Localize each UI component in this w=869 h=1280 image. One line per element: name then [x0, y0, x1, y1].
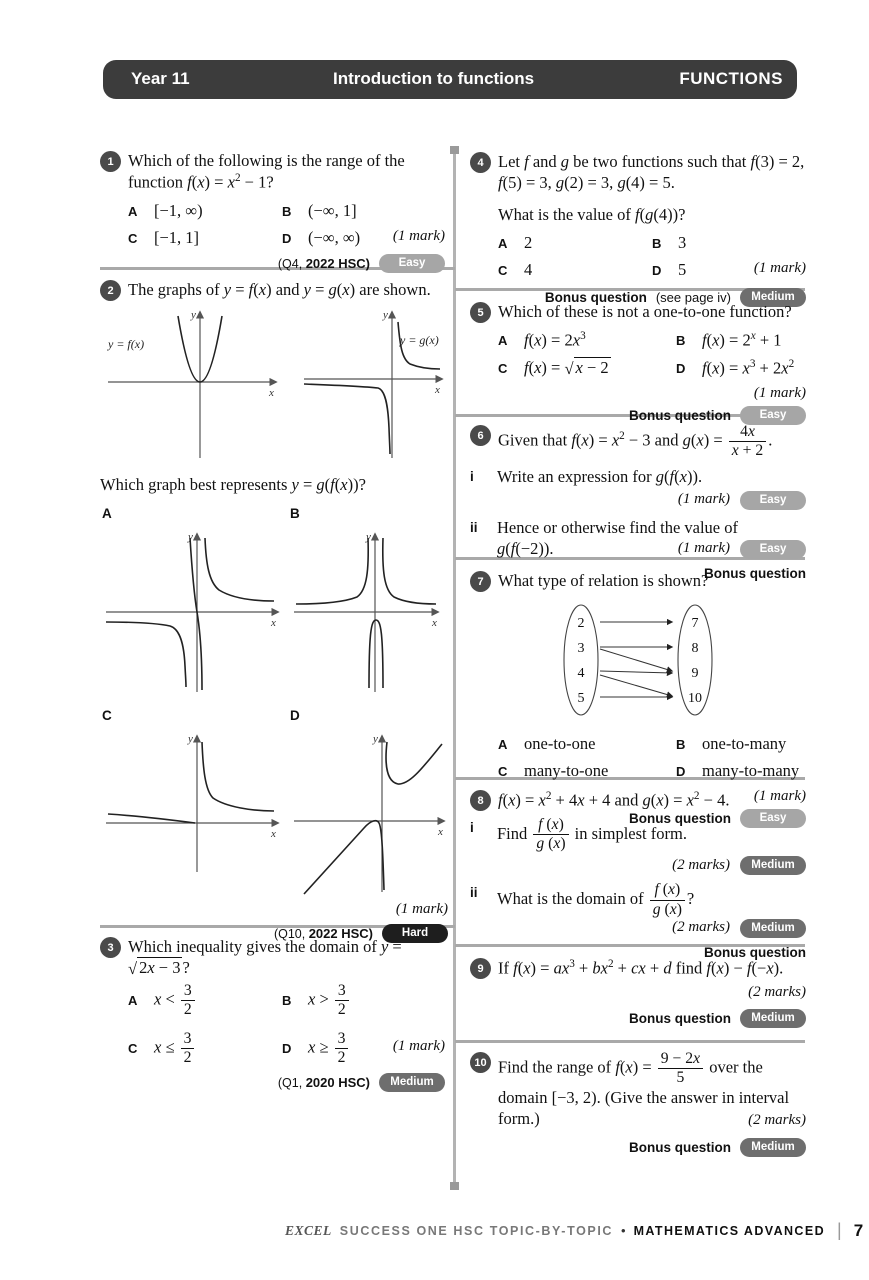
- arrow-4-to-10: [600, 675, 672, 696]
- graph-f: [100, 304, 285, 461]
- part-label: ii: [470, 885, 478, 901]
- options-graphs-row-1: [100, 524, 448, 698]
- option-value: f(x) = √ x − 2: [524, 358, 609, 379]
- question-5: [470, 301, 806, 425]
- difficulty-badge: Medium: [740, 288, 806, 307]
- difficulty-badge: Easy: [740, 809, 806, 828]
- part-label: i: [470, 819, 474, 835]
- source-exam: 2022 HSC): [308, 925, 373, 941]
- option-value: x ≥ $\frac{3}{2}$: [308, 1031, 445, 1067]
- column-divider-rule: [453, 150, 456, 1186]
- option-value: 5: [678, 260, 687, 280]
- option-letter: B: [282, 203, 292, 219]
- curve: [304, 821, 384, 894]
- bonus-label: Bonus question: [629, 1010, 731, 1026]
- option-letter: D: [676, 360, 686, 376]
- bonus-label: Bonus question: [629, 1139, 731, 1155]
- difficulty-badge: Medium: [379, 1073, 445, 1092]
- options-graphs-row-2: [100, 726, 448, 896]
- arrow-4-to-9: [600, 671, 672, 673]
- question-number-badge: 1: [100, 151, 121, 172]
- source-exam: 2022 HSC): [305, 256, 370, 272]
- marks: (2 marks): [672, 856, 730, 873]
- source-question: (Q10,: [273, 926, 306, 941]
- curve: [202, 742, 274, 811]
- domain-value: 3: [577, 641, 585, 657]
- bonus-row: [470, 1009, 806, 1028]
- page-footer: [285, 1220, 863, 1241]
- options-grid: [498, 330, 806, 378]
- source-reference: [278, 256, 370, 271]
- curve: [106, 622, 186, 687]
- bonus-label: Bonus question: [704, 944, 806, 960]
- given-graphs-row: [100, 304, 448, 464]
- option-letter: A: [102, 505, 112, 521]
- question-part-i: [470, 466, 806, 511]
- marks-row: [100, 900, 448, 918]
- question-8: [470, 789, 806, 960]
- section-divider: [455, 1040, 805, 1043]
- question-number-badge: 10: [470, 1052, 491, 1073]
- option-letter: D: [676, 763, 686, 779]
- option-letter: C: [128, 1041, 138, 1057]
- part-text: What is the domain of $\frac{f (x)}{g (x)}$ ?: [497, 881, 695, 918]
- question-10: [470, 1051, 806, 1157]
- question-text: The graphs of y = f(x) and y = g(x) are shown.: [128, 280, 431, 299]
- option-value: (−∞, ∞): [308, 228, 361, 248]
- source-question: (Q4,: [277, 257, 303, 272]
- x-axis-label: x: [271, 616, 276, 629]
- option-value: [−1, 1]: [154, 228, 200, 248]
- marks: (1 mark): [395, 900, 448, 917]
- graph-option-c: [100, 726, 285, 876]
- option-letter: A: [498, 235, 508, 251]
- footer-brand: EXCEL: [285, 1222, 332, 1238]
- question-number-badge: 5: [470, 302, 491, 323]
- option-value: x > $\frac{3}{2}$: [308, 983, 445, 1019]
- x-axis-label: x: [269, 387, 274, 400]
- marks: (2 marks): [672, 919, 730, 936]
- option-value: 3: [678, 233, 687, 253]
- source-exam: 2020 HSC): [305, 1074, 370, 1090]
- option-value: 2: [524, 233, 533, 253]
- question-4: [470, 151, 806, 307]
- option-value: one-to-one: [524, 734, 596, 754]
- footer-series: SUCCESS ONE HSC TOPIC-BY-TOPIC: [339, 1223, 614, 1238]
- question-1: [100, 150, 445, 273]
- source-row: [100, 1073, 445, 1092]
- graph-option-b: [290, 524, 445, 696]
- part-label: i: [470, 468, 474, 484]
- option-value: 4: [524, 260, 533, 280]
- part-text-continued: g(f(−2)).: [497, 539, 554, 559]
- y-axis-label: y: [188, 530, 193, 543]
- question-text: If $f(x) = ax^3 + bx^2$ + cx + d find f(x) − f(−x).: [498, 958, 784, 978]
- difficulty-badge: Easy: [740, 491, 806, 510]
- difficulty-badge: Easy: [379, 254, 445, 273]
- option-letter: C: [498, 262, 508, 278]
- options-grid: [128, 983, 445, 1067]
- source-reference: [278, 1075, 370, 1090]
- options-grid: [128, 201, 445, 248]
- question-part-i: [470, 817, 806, 876]
- option-value: $f(x) = 2x^3$: [524, 330, 586, 350]
- marks-badge-row: [678, 539, 806, 559]
- option-letter: C: [498, 360, 508, 376]
- marks-badge-row: [497, 490, 806, 510]
- marks: (1 mark): [753, 260, 806, 277]
- range-value: 7: [691, 616, 699, 632]
- bonus-label: Bonus question: [704, 565, 806, 581]
- curve: [383, 538, 436, 604]
- question-number-badge: 6: [470, 425, 491, 446]
- page-header-bar: [103, 60, 797, 99]
- domain-value: 4: [577, 666, 585, 682]
- source-row: [100, 254, 445, 273]
- curve-label: y = g(x): [400, 333, 439, 348]
- option-value: $f(x) = 2^x + 1$: [702, 330, 782, 350]
- bonus-row: [470, 406, 806, 425]
- question-number-badge: 3: [100, 937, 121, 958]
- question-part-ii: [470, 882, 806, 938]
- option-letter: C: [128, 230, 138, 246]
- x-axis-label: x: [435, 384, 440, 397]
- graph-option-d: [290, 726, 450, 896]
- option-letter: A: [498, 736, 508, 752]
- option-value: many-to-many: [702, 761, 800, 781]
- option-value: x < $\frac{3}{2}$: [154, 983, 282, 1019]
- y-axis-label: y: [383, 309, 388, 322]
- header-topic: FUNCTIONS: [679, 69, 783, 88]
- difficulty-badge: Medium: [740, 919, 806, 938]
- footer-page-number: 7: [853, 1220, 864, 1240]
- question-2: [100, 279, 448, 943]
- option-letter: D: [652, 262, 662, 278]
- question-number-badge: 2: [100, 280, 121, 301]
- question-number-badge: 7: [470, 571, 491, 592]
- question-number-badge: 4: [470, 152, 491, 173]
- footer-divider: |: [837, 1220, 842, 1240]
- part-text: Hence or otherwise find the value of: [497, 517, 738, 537]
- range-value: 8: [691, 641, 699, 657]
- bonus-label: Bonus question: [544, 290, 647, 306]
- y-axis-label: y: [191, 309, 196, 322]
- question-text: Given that $f(x) = x^2 - 3$ and g(x) = $\frac{4x}{x + 2}$ .: [498, 423, 773, 460]
- option-letter: A: [128, 203, 138, 219]
- x-axis-label: x: [432, 616, 437, 629]
- option-letter: C: [498, 763, 508, 779]
- option-letter: C: [102, 707, 112, 723]
- mapping-diagram-wrap: [470, 599, 806, 726]
- marks: (1 mark): [753, 385, 806, 402]
- option-letter: A: [128, 993, 138, 1009]
- part-body: [497, 817, 806, 876]
- y-axis-label: y: [373, 732, 378, 745]
- curve: [386, 742, 442, 784]
- graph-g: [300, 304, 448, 461]
- option-letters-row: [100, 506, 448, 524]
- question-text: Let f and g be two functions such that f(3) = 2, f(5) = 3, g(2) = 3, g(4) = 5.: [498, 152, 805, 193]
- curve: [296, 538, 368, 604]
- range-value: 9: [691, 666, 699, 682]
- option-letter: B: [652, 235, 662, 251]
- options-grid: [498, 734, 806, 781]
- domain-value: 2: [577, 616, 585, 632]
- marks-badge-row: [497, 918, 806, 938]
- question-prompt: Which graph best represents y = g(f(x))?: [100, 475, 366, 495]
- part-label: ii: [470, 519, 478, 535]
- marks: (1 mark): [392, 228, 445, 245]
- header-grade: Year 11: [131, 69, 190, 88]
- option-letter: D: [290, 707, 300, 723]
- footer-subject: MATHEMATICS ADVANCED: [633, 1223, 826, 1238]
- difficulty-badge: Medium: [740, 1138, 806, 1157]
- footer-bullet: •: [621, 1223, 626, 1238]
- part-text: Write an expression for g(f(x)).: [497, 466, 703, 486]
- option-letter: B: [676, 736, 686, 752]
- part-body: [497, 882, 806, 938]
- mapping-diagram: [553, 599, 723, 721]
- question-text: What type of relation is shown?: [498, 571, 709, 590]
- option-letter: B: [290, 505, 300, 521]
- arrow-3-to-9: [600, 649, 672, 671]
- question-text: Find the range of f(x) = $\frac{9 - 2x}{5}$ over the domain [−3, 2). (Give the answer in interval form.): [498, 1050, 790, 1129]
- marks: (1 mark): [677, 540, 730, 557]
- question-9: [470, 957, 806, 1028]
- curve: [205, 538, 274, 601]
- hyperbola-lower-branch: [304, 384, 390, 454]
- option-value: one-to-many: [702, 734, 787, 754]
- curve: [190, 538, 202, 690]
- marks-badge-row: [497, 856, 806, 876]
- difficulty-badge: Medium: [740, 1009, 806, 1028]
- bonus-label: Bonus question: [629, 408, 731, 424]
- marks-row: [470, 983, 806, 1001]
- curve: [369, 620, 383, 688]
- option-letter: D: [282, 230, 292, 246]
- question-number-badge: 8: [470, 790, 491, 811]
- option-letter: B: [282, 993, 292, 1009]
- option-value: x ≤ $\frac{3}{2}$: [154, 1031, 282, 1067]
- marks: (1 mark): [753, 788, 806, 805]
- question-part-ii: [470, 517, 806, 560]
- marks: (2 marks): [748, 983, 806, 1000]
- marks-row: [470, 384, 806, 402]
- x-axis-label: x: [271, 827, 276, 840]
- column-divider-cap-top: [450, 146, 459, 154]
- option-letter: D: [282, 1041, 292, 1057]
- domain-value: 5: [577, 691, 585, 707]
- difficulty-badge: Easy: [740, 406, 806, 425]
- graph-option-a: [100, 524, 285, 696]
- marks: (1 mark): [392, 1037, 445, 1054]
- column-divider-cap-bottom: [450, 1182, 459, 1190]
- question-6: [470, 424, 806, 581]
- bonus-label: Bonus question: [629, 811, 731, 827]
- option-letter: B: [676, 333, 686, 349]
- question-3: [100, 936, 445, 1092]
- question-text: Which inequality gives the domain of y = √ 2x − 3 ?: [128, 937, 402, 979]
- question-text: $f(x) = x^2 + 4x + 4$ and $g(x) = x^2 - 4$.: [498, 790, 730, 810]
- difficulty-badge: Easy: [740, 540, 806, 559]
- part-body: [497, 517, 806, 560]
- curve: [108, 814, 195, 823]
- option-value: $f(x) = x^3 + 2x^2$: [702, 357, 795, 378]
- option-value: [−1, ∞): [154, 201, 203, 221]
- bonus-note: (see page iv): [655, 290, 731, 306]
- option-letters-row: [100, 708, 448, 726]
- y-axis-label: y: [366, 530, 371, 543]
- bonus-row: [470, 1138, 806, 1157]
- question-prompt: What is the value of f(g(4))?: [498, 204, 686, 224]
- curve-label: y = f(x): [108, 337, 145, 352]
- option-value: (−∞, 1]: [308, 201, 357, 221]
- option-letter: A: [498, 333, 508, 349]
- difficulty-badge: Hard: [382, 924, 448, 943]
- range-value: 10: [688, 691, 702, 707]
- y-axis-label: y: [188, 732, 193, 745]
- question-text: Which of the following is the range of the function $f(x) = x^2 - 1$?: [128, 151, 405, 192]
- marks: (1 mark): [677, 491, 730, 508]
- options-grid: [498, 233, 806, 280]
- option-value: many-to-one: [524, 761, 609, 781]
- header-chapter-title: Introduction to functions: [333, 69, 535, 88]
- source-question: (Q1,: [277, 1075, 303, 1090]
- question-number-badge: 9: [470, 958, 491, 979]
- part-body: [497, 466, 806, 511]
- marks: (2 marks): [748, 1111, 806, 1128]
- difficulty-badge: Medium: [740, 856, 806, 875]
- part-text-marks-row: [497, 538, 806, 559]
- x-axis-label: x: [438, 825, 443, 838]
- question-text: Which of these is not a one-to-one function?: [498, 302, 792, 321]
- part-text: Find $\frac{f (x)}{g (x)}$ in simplest form.: [497, 815, 687, 853]
